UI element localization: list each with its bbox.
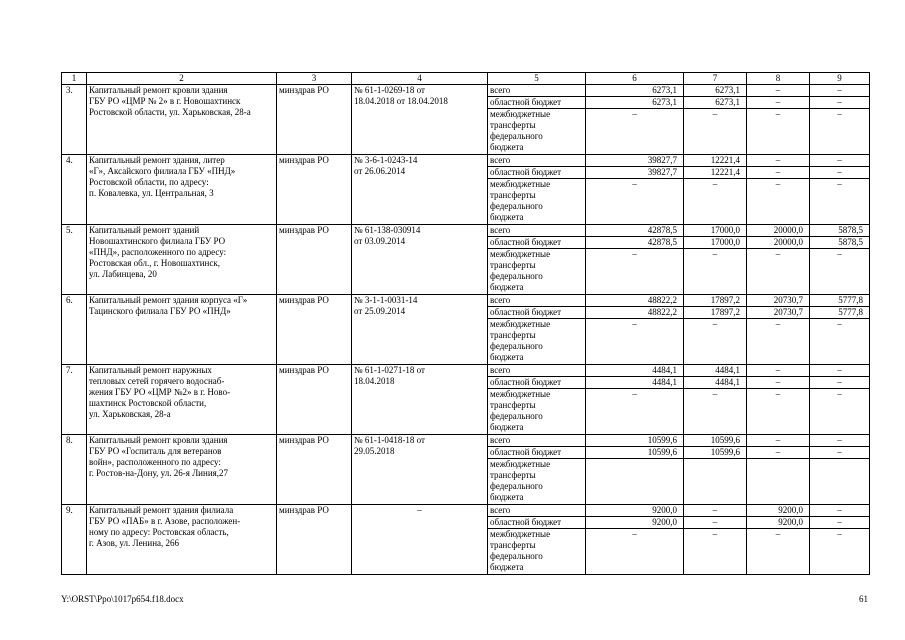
- amount-cell: 12221,4: [684, 167, 747, 179]
- amount-cell: 17000,0: [684, 237, 747, 249]
- amount-cell: –: [810, 167, 870, 179]
- organization-cell: минздрав РО: [277, 155, 352, 225]
- header-row: [62, 73, 870, 85]
- document-cell: № 3-6-1-0243-14 от 26.06.2014: [352, 155, 488, 225]
- organization-cell: минздрав РО: [277, 225, 352, 295]
- header-cell: 6: [586, 73, 684, 85]
- document-cell: № 61-1-0269-18 от 18.04.2018 от 18.04.2018: [352, 85, 488, 155]
- amount-cell: 17897,2: [684, 295, 747, 307]
- budget-table: [61, 72, 870, 575]
- header-cell: 1: [62, 73, 87, 85]
- funding-source-label: всего: [488, 85, 586, 97]
- amount-cell: 20730,7: [747, 307, 810, 319]
- funding-source-label: всего: [488, 365, 586, 377]
- amount-cell: –: [586, 319, 684, 365]
- row-number-cell: 8.: [62, 435, 87, 505]
- amount-cell: –: [747, 435, 810, 447]
- funding-source-label: областной бюджет: [488, 517, 586, 529]
- amount-cell: –: [747, 319, 810, 365]
- amount-cell: –: [684, 319, 747, 365]
- footer-file-path: Y:\ORST\Ppo\1017p654.f18.docx: [61, 594, 184, 604]
- row-number-cell: 4.: [62, 155, 87, 225]
- amount-cell: –: [747, 529, 810, 575]
- header-cell: 2: [87, 73, 277, 85]
- amount-cell: –: [810, 319, 870, 365]
- table-row: [62, 85, 870, 97]
- amount-cell: 6273,1: [586, 97, 684, 109]
- amount-cell: –: [586, 529, 684, 575]
- amount-cell: –: [810, 505, 870, 517]
- header-cell: 5: [488, 73, 586, 85]
- funding-source-label: межбюджетные трансферты федерального бюджета: [488, 459, 586, 505]
- object-name-cell: Капитальный ремонт зданий Новошахтинского филиала ГБУ РО «ПНД», расположенного по адресу: Ростовская обл., г. Новошахтинск, ул. Лабинцева, 20: [87, 225, 277, 295]
- amount-cell: 9200,0: [747, 505, 810, 517]
- amount-cell: –: [747, 179, 810, 225]
- amount-cell: 9200,0: [586, 517, 684, 529]
- table-row: [62, 505, 870, 517]
- object-name-cell: Капитальный ремонт наружных тепловых сетей горячего водоснаб- жения ГБУ РО «ЦМР №2» в г. Ново- шахтинск Ростовской области, ул. Харьковская, 28-а: [87, 365, 277, 435]
- amount-cell: 4484,1: [684, 365, 747, 377]
- amount-cell: –: [747, 155, 810, 167]
- document-cell: № 61-1-0271-18 от 18.04.2018: [352, 365, 488, 435]
- table-row: [62, 295, 870, 307]
- funding-source-label: областной бюджет: [488, 237, 586, 249]
- funding-source-label: всего: [488, 435, 586, 447]
- amount-cell: –: [810, 85, 870, 97]
- amount-cell: 48822,2: [586, 307, 684, 319]
- document-page: [61, 72, 869, 575]
- funding-source-label: межбюджетные трансферты федерального бюджета: [488, 109, 586, 155]
- organization-cell: минздрав РО: [277, 85, 352, 155]
- table-body: [62, 73, 870, 575]
- amount-cell: –: [747, 85, 810, 97]
- amount-cell: 20000,0: [747, 237, 810, 249]
- row-number-cell: 3.: [62, 85, 87, 155]
- amount-cell: –: [586, 109, 684, 155]
- amount-cell: 20000,0: [747, 225, 810, 237]
- amount-cell: –: [747, 167, 810, 179]
- amount-cell: –: [747, 97, 810, 109]
- funding-source-label: межбюджетные трансферты федерального бюджета: [488, 179, 586, 225]
- amount-cell: –: [747, 447, 810, 459]
- funding-source-label: областной бюджет: [488, 307, 586, 319]
- funding-source-label: всего: [488, 505, 586, 517]
- amount-cell: –: [810, 529, 870, 575]
- amount-cell: –: [684, 249, 747, 295]
- amount-cell: [747, 459, 810, 505]
- funding-source-label: межбюджетные трансферты федерального бюджета: [488, 389, 586, 435]
- amount-cell: –: [810, 389, 870, 435]
- amount-cell: –: [586, 179, 684, 225]
- header-cell: 7: [684, 73, 747, 85]
- amount-cell: 10599,6: [586, 447, 684, 459]
- amount-cell: –: [684, 179, 747, 225]
- amount-cell: 39827,7: [586, 155, 684, 167]
- amount-cell: 10599,6: [684, 447, 747, 459]
- amount-cell: [684, 459, 747, 505]
- amount-cell: –: [747, 365, 810, 377]
- amount-cell: 39827,7: [586, 167, 684, 179]
- amount-cell: –: [684, 389, 747, 435]
- row-number-cell: 5.: [62, 225, 87, 295]
- amount-cell: 4484,1: [684, 377, 747, 389]
- amount-cell: –: [810, 447, 870, 459]
- funding-source-label: всего: [488, 225, 586, 237]
- amount-cell: –: [810, 179, 870, 225]
- object-name-cell: Капитальный ремонт кровли здания ГБУ РО «Госпиталь для ветеранов войн», расположенного по адресу: г. Ростов-на-Дону, ул. 26-я Линия,27: [87, 435, 277, 505]
- funding-source-label: областной бюджет: [488, 97, 586, 109]
- table-row: [62, 435, 870, 447]
- amount-cell: –: [810, 249, 870, 295]
- amount-cell: –: [810, 517, 870, 529]
- amount-cell: 5878,5: [810, 225, 870, 237]
- footer-page-number: 61: [859, 594, 868, 604]
- funding-source-label: межбюджетные трансферты федерального бюджета: [488, 249, 586, 295]
- amount-cell: –: [810, 155, 870, 167]
- amount-cell: 9200,0: [747, 517, 810, 529]
- amount-cell: 17897,2: [684, 307, 747, 319]
- object-name-cell: Капитальный ремонт здания, литер «Г», Аксайского филиала ГБУ «ПНД» Ростовской области, по адресу: п. Ковалевка, ул. Центральная, 3: [87, 155, 277, 225]
- amount-cell: 42878,5: [586, 225, 684, 237]
- table-row: [62, 155, 870, 167]
- amount-cell: 9200,0: [586, 505, 684, 517]
- row-number-cell: 7.: [62, 365, 87, 435]
- funding-source-label: межбюджетные трансферты федерального бюджета: [488, 529, 586, 575]
- amount-cell: 4484,1: [586, 377, 684, 389]
- amount-cell: [810, 459, 870, 505]
- document-cell: № 61-138-030914 от 03.09.2014: [352, 225, 488, 295]
- amount-cell: 5878,5: [810, 237, 870, 249]
- object-name-cell: Капитальный ремонт здания филиала ГБУ РО «ПАБ» в г. Азове, расположен- ному по адресу: Ростовская область, г. Азов, ул. Ленина, 266: [87, 505, 277, 575]
- amount-cell: –: [747, 249, 810, 295]
- amount-cell: 6273,1: [586, 85, 684, 97]
- amount-cell: –: [810, 365, 870, 377]
- object-name-cell: Капитальный ремонт здания корпуса «Г» Тацинского филиала ГБУ РО «ПНД»: [87, 295, 277, 365]
- funding-source-label: всего: [488, 155, 586, 167]
- object-name-cell: Капитальный ремонт кровли здания ГБУ РО «ЦМР № 2» в г. Новошахтинск Ростовской области, ул. Харьковская, 28-а: [87, 85, 277, 155]
- organization-cell: минздрав РО: [277, 505, 352, 575]
- document-cell: № 61-1-0418-18 от 29.05.2018: [352, 435, 488, 505]
- header-cell: 8: [747, 73, 810, 85]
- amount-cell: 20730,7: [747, 295, 810, 307]
- amount-cell: –: [684, 529, 747, 575]
- header-cell: 9: [810, 73, 870, 85]
- amount-cell: –: [684, 517, 747, 529]
- amount-cell: 5777,8: [810, 307, 870, 319]
- document-cell: № 3-1-1-0031-14 от 25.09.2014: [352, 295, 488, 365]
- organization-cell: минздрав РО: [277, 295, 352, 365]
- amount-cell: 48822,2: [586, 295, 684, 307]
- amount-cell: 6273,1: [684, 97, 747, 109]
- amount-cell: –: [810, 377, 870, 389]
- amount-cell: –: [586, 249, 684, 295]
- amount-cell: –: [684, 109, 747, 155]
- amount-cell: –: [747, 389, 810, 435]
- amount-cell: –: [747, 109, 810, 155]
- funding-source-label: областной бюджет: [488, 377, 586, 389]
- amount-cell: –: [684, 505, 747, 517]
- amount-cell: –: [810, 109, 870, 155]
- amount-cell: 17000,0: [684, 225, 747, 237]
- organization-cell: минздрав РО: [277, 365, 352, 435]
- amount-cell: 6273,1: [684, 85, 747, 97]
- row-number-cell: 9.: [62, 505, 87, 575]
- amount-cell: 10599,6: [586, 435, 684, 447]
- amount-cell: –: [810, 97, 870, 109]
- table-row: [62, 225, 870, 237]
- funding-source-label: межбюджетные трансферты федерального бюджета: [488, 319, 586, 365]
- funding-source-label: областной бюджет: [488, 447, 586, 459]
- amount-cell: –: [586, 389, 684, 435]
- header-cell: 4: [352, 73, 488, 85]
- amount-cell: 4484,1: [586, 365, 684, 377]
- organization-cell: минздрав РО: [277, 435, 352, 505]
- amount-cell: [586, 459, 684, 505]
- table-row: [62, 365, 870, 377]
- amount-cell: 42878,5: [586, 237, 684, 249]
- funding-source-label: областной бюджет: [488, 167, 586, 179]
- amount-cell: 12221,4: [684, 155, 747, 167]
- amount-cell: –: [810, 435, 870, 447]
- document-cell: –: [352, 505, 488, 575]
- row-number-cell: 6.: [62, 295, 87, 365]
- funding-source-label: всего: [488, 295, 586, 307]
- header-cell: 3: [277, 73, 352, 85]
- amount-cell: 10599,6: [684, 435, 747, 447]
- amount-cell: 5777,8: [810, 295, 870, 307]
- amount-cell: –: [747, 377, 810, 389]
